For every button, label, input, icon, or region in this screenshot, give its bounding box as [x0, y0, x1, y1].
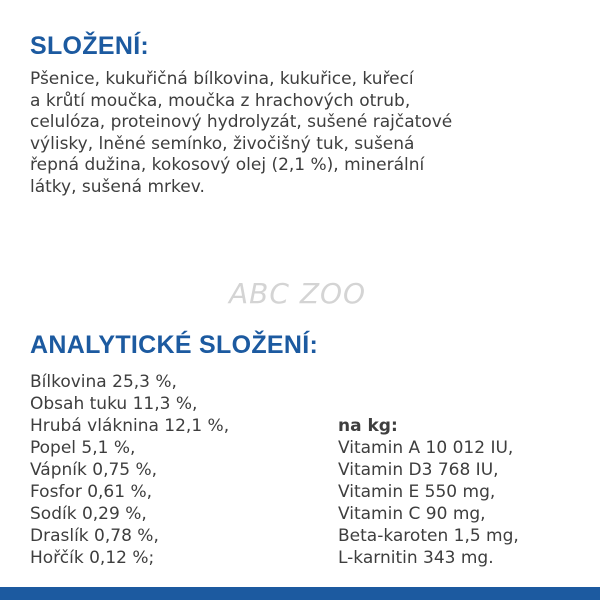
vitamin-item: Beta-karoten 1,5 mg,: [338, 526, 519, 546]
analysis-item: Fosfor 0,61 %,: [30, 482, 153, 502]
analysis-item: Vápník 0,75 %,: [30, 460, 158, 480]
analysis-list: [30, 371, 229, 569]
ingredients-line: a krůtí moučka, moučka z hrachových otrub,: [30, 90, 411, 111]
ingredients-line: řepná dužina, kokosový olej (2,1 %), minerální: [30, 155, 425, 176]
ingredients-line: látky, sušená mrkev.: [30, 176, 205, 197]
vitamin-item: Vitamin A 10 012 IU,: [338, 438, 514, 458]
vitamin-item: Vitamin D3 768 IU,: [338, 460, 499, 480]
per-kg-title: na kg:: [338, 416, 398, 436]
analysis-item: Hořčík 0,12 %;: [30, 548, 155, 568]
ingredients-line: Pšenice, kukuřičná bílkovina, kukuřice, kuřecí: [30, 69, 414, 89]
analysis-item: Obsah tuku 11,3 %,: [30, 394, 198, 414]
analysis-item: Popel 5,1 %,: [30, 438, 136, 458]
per-kg-list: [338, 415, 519, 569]
analysis-item: Draslík 0,78 %,: [30, 526, 159, 546]
ingredients-line: celulóza, proteinový hydrolyzát, sušené rajčatové: [30, 112, 453, 133]
analysis-heading: ANALYTICKÉ SLOŽENÍ:: [30, 331, 319, 359]
vitamin-item: Vitamin E 550 mg,: [338, 482, 496, 502]
watermark: ABC ZOO: [229, 277, 367, 310]
ingredients-line: výlisky, lněné semínko, živočišný tuk, sušená: [30, 133, 415, 154]
vitamin-item: Vitamin C 90 mg,: [338, 504, 486, 524]
bottom-bar: [0, 587, 600, 600]
composition-heading: SLOŽENÍ:: [30, 32, 150, 60]
analysis-item: Sodík 0,29 %,: [30, 504, 147, 524]
vitamin-item: L-karnitin 343 mg.: [338, 548, 494, 568]
analysis-item: Bílkovina 25,3 %,: [30, 372, 177, 392]
analysis-item: Hrubá vláknina 12,1 %,: [30, 416, 230, 436]
ingredients-text: [30, 69, 530, 199]
